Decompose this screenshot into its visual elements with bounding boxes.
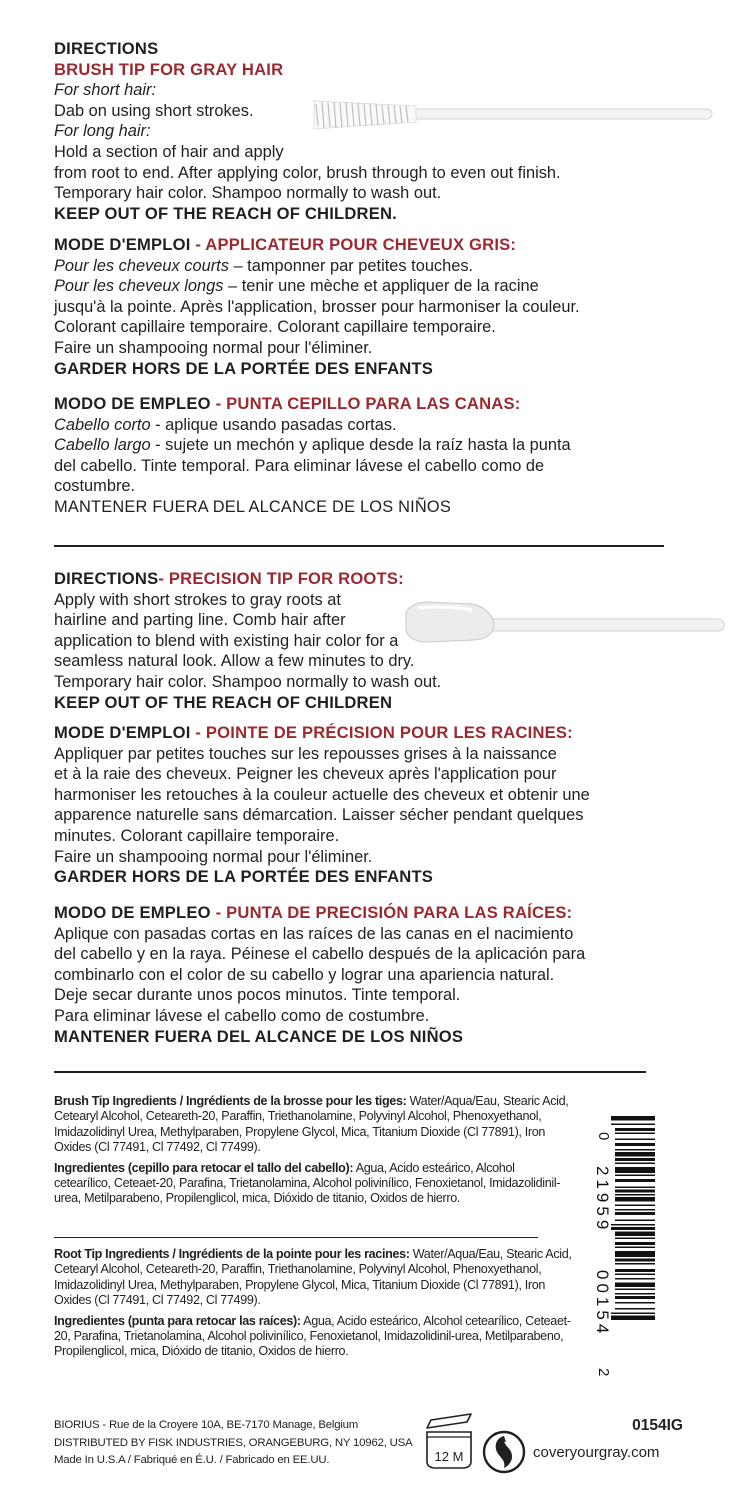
barcode-bar [615, 1293, 655, 1295]
barcode-bar [615, 1133, 655, 1135]
precision-tip-subheading: PRECISION TIP FOR ROOTS: [168, 569, 404, 588]
barcode-bar [615, 1274, 655, 1276]
es-dash: - [210, 394, 227, 413]
es-subheading: PUNTA CEPILLO PARA LAS CANAS: [226, 394, 521, 413]
en-dash-2: - [158, 569, 169, 588]
barcode-bar [615, 1259, 655, 1262]
long-hair-label: For long hair: [54, 122, 151, 141]
barcode-bar [611, 1316, 655, 1321]
barcode-group-2: 00154 [593, 1270, 612, 1338]
precision-line-5: Temporary hair color. Shampoo normally to wash out. [54, 672, 442, 691]
barcode-bar [615, 1175, 655, 1177]
barcode-bar [615, 1263, 655, 1265]
precision-tip-spanish [54, 903, 585, 1047]
fr-subheading: APPLICATEUR POUR CHEVEUX GRIS: [205, 235, 517, 254]
divider-2 [54, 1071, 646, 1073]
es2-line-2: del cabello y en la raya. Péinese el cabello después de la aplicación para [54, 945, 586, 964]
fr-dash: - [190, 235, 206, 254]
brush-ingredients-en [54, 1094, 574, 1156]
fr-dash-2: - [190, 723, 206, 742]
root-ingredients-es [54, 1314, 574, 1360]
barcode-bar [615, 1242, 655, 1245]
barcode-bar [615, 1283, 655, 1288]
barcode-bar [615, 1212, 655, 1215]
barcode-bar [611, 1124, 655, 1126]
precision-line-2: hairline and parting line. Comb hair after [54, 611, 346, 630]
es-long-label: Cabello largo [54, 436, 151, 455]
precision-line-1: Apply with short strokes to gray roots at [54, 590, 341, 609]
fr2-line-1: Appliquer par petites touches sur les repousses grises à la naissance [54, 744, 557, 763]
fr-warning-2: GARDER HORS DE LA PORTÉE DES ENFANTS [54, 867, 434, 887]
barcode-bar [615, 1269, 655, 1272]
long-hair-line-2: from root to end. After applying color, brush through to even out finish. [54, 163, 561, 182]
barcode-bar [615, 1143, 655, 1146]
footer-info [54, 1417, 412, 1470]
barcode-bar [615, 1238, 655, 1240]
es2-line-3: combinarlo con el color de su cabello y lograr una apariencia natural. [54, 965, 555, 984]
barcode-bar [611, 1116, 655, 1121]
fr-line-5: Faire un shampooing normal pour l'éliminer. [54, 338, 373, 357]
es-warning-2: MANTENER FUERA DEL ALCANCE DE LOS NIÑOS [54, 1026, 464, 1046]
divider-1 [54, 545, 664, 547]
website: coveryourgray.com [533, 1444, 660, 1461]
barcode-bar [615, 1152, 655, 1157]
root-ingredients-es-label: Ingredientes (punta para retocar las raíces): [54, 1313, 301, 1328]
es-long-text: - sujete un mechón y aplique desde la raíz hasta la punta [150, 436, 571, 455]
short-hair-text: Dab on using short strokes. [54, 101, 254, 120]
barcode-bar [615, 1232, 655, 1237]
fr-warning: GARDER HORS DE LA PORTÉE DES ENFANTS [54, 358, 434, 378]
fr-long-label: Pour les cheveux longs [54, 277, 224, 296]
barcode-bar [611, 1224, 655, 1226]
brush-ingredients-es [54, 1161, 574, 1207]
divider-3 [54, 1237, 538, 1238]
warning-en: KEEP OUT OF THE REACH OF CHILDREN. [54, 203, 397, 223]
long-hair-line-1: Hold a section of hair and apply [54, 142, 284, 161]
precision-tip-applicator-icon [396, 596, 728, 652]
barcode-bar [615, 1163, 655, 1165]
barcode-bar [615, 1187, 655, 1189]
fr-subheading-2: POINTE DE PRÉCISION POUR LES RACINES: [205, 723, 573, 742]
barcode-bar [615, 1205, 655, 1207]
fr-short-text: – tamponner par petites touches. [228, 256, 474, 275]
barcode-bar [615, 1158, 655, 1161]
es-heading: MODO DE EMPLEO [54, 394, 211, 413]
precision-tip-directions [54, 569, 441, 713]
brush-ingredients-label: Brush Tip Ingredients / Ingrédients de la brosse pour les tiges: [54, 1094, 407, 1108]
brush-ingredients-es-label: Ingredientes (cepillo para retocar el tallo del cabello): [54, 1160, 354, 1175]
barcode-bar [615, 1247, 655, 1249]
precision-line-4: seamless natural look. Allow a few minutes to dry. [54, 652, 415, 671]
warning-en-2: KEEP OUT OF THE REACH OF CHILDREN [54, 692, 393, 712]
barcode-bar [615, 1197, 655, 1202]
address: BIORIUS - Rue de la Croyere 10A, BE-7170 Manage, Belgium [54, 1419, 359, 1431]
precision-tip-french [54, 723, 590, 888]
distributor: DISTRIBUTED BY FISK INDUSTRIES, ORANGEBURG, NY 10962, USA [54, 1436, 413, 1449]
barcode-bar [615, 1179, 655, 1182]
es-short-text: - aplique usando pasadas cortas. [150, 415, 397, 434]
fr-short-label: Pour les cheveux courts [54, 256, 229, 275]
es2-line-1: Aplique con pasadas cortas en las raíces de las canas en el nacimiento [54, 924, 574, 943]
brush-tip-spanish [54, 394, 571, 518]
barcode-bar [615, 1302, 655, 1304]
fr-heading: MODE D'EMPLOI [54, 235, 191, 254]
es-dash-2: - [210, 903, 227, 922]
barcode [591, 1104, 657, 1384]
barcode-bar [615, 1128, 655, 1131]
barcode-bar [615, 1296, 655, 1299]
short-hair-label: For short hair: [54, 81, 157, 100]
made-in: Made In U.S.A / Fabriqué en É.U. / Fabricado en EE.UU. [54, 1454, 330, 1467]
barcode-lead-digit: 0 [595, 1132, 612, 1141]
barcode-bar [615, 1194, 655, 1196]
product-code: 0154IG [632, 1417, 683, 1434]
es2-line-4: Deje secar durante unos pocos minutos. Tinte temporal. [54, 986, 461, 1005]
fr2-line-3: harmoniser les retouches à la couleur actuelle des cheveux et obtenir une [54, 785, 590, 804]
fr-line-3: jusqu'à la pointe. Après l'application, brosser pour harmoniser la couleur. [54, 297, 580, 316]
brush-tip-ingredients [54, 1094, 574, 1207]
directions-heading-2: DIRECTIONS [54, 569, 159, 588]
barcode-bar [611, 1227, 655, 1230]
brush-ingredients-es-text: Agua, Acido esteárico, Alcohol cetearílico, Ceteaet-20, Parafina, Trietanolamina, Alcohol polivinílico, Fenoxietanol, Imidazolidinil-urea, Metilparabeno, Propilenglicol, mica, Dióxido de titanio, Oxidos de hierro. [54, 1160, 561, 1206]
root-ingredients-es-text: Agua, Acido esteárico, Alcohol cetearílico, Ceteaet-20, Parafina, Trietanolamina, Alcohol polivinílico, Fenoxietanol, Imidazolidinil-urea, Metilparabeno, Propilenglicol, mica, Dióxido de titanio, Oxidos de hierro. [54, 1313, 571, 1359]
es-short-label: Cabello corto [54, 415, 151, 434]
es2-line-5: Para eliminar lávese el cabello como de costumbre. [54, 1006, 430, 1025]
es-line-4: costumbre. [54, 477, 136, 496]
barcode-bar [615, 1278, 655, 1280]
barcode-bar [615, 1308, 655, 1310]
barcode-group-1: 21959 [593, 1166, 612, 1234]
fr2-line-5: minutes. Colorant capillaire temporaire. [54, 826, 340, 845]
barcode-check-digit: 2 [595, 1368, 612, 1377]
barcode-bar [615, 1149, 655, 1151]
open-jar-icon [421, 1408, 477, 1474]
barcode-bar [615, 1139, 655, 1141]
barcode-bar [615, 1220, 655, 1222]
fr2-line-2: et à la raie des cheveux. Peigner les cheveux après l'application pour [54, 765, 557, 784]
barcode-bar [615, 1289, 655, 1291]
root-ingredients-text: Water/Aqua/Eau, Stearic Acid, Cetearyl Alcohol, Ceteareth-20, Paraffin, Triethanolamine, Polyvinyl Alcohol, Phenoxyethanol, Imidazolidinyl Urea, Methylparaben, Propylene Glycol, Mica, Titanium Dioxide (Cl 77891), Iron Oxides (Cl 77491, Cl 77492, Cl 77499). [54, 1247, 572, 1308]
barcode-bar [611, 1313, 655, 1315]
fr2-line-4: apparence naturelle sans démarcation. Laisser sécher pendant quelques [54, 806, 584, 825]
barcode-bar [615, 1167, 655, 1173]
es-line-3: del cabello. Tinte temporal. Para eliminar lávese el cabello como de [54, 456, 545, 475]
fr2-line-6: Faire un shampooing normal pour l'éliminer. [54, 847, 373, 866]
root-tip-ingredients [54, 1247, 574, 1360]
es-heading-2: MODO DE EMPLEO [54, 903, 211, 922]
brush-tip-subheading: BRUSH TIP FOR GRAY HAIR [54, 59, 284, 79]
fr-line-4: Colorant capillaire temporaire. Colorant capillaire temporaire. [54, 318, 496, 337]
barcode-bar [615, 1190, 655, 1193]
brush-tip-french [54, 235, 580, 379]
root-ingredients-label: Root Tip Ingredients / Ingrédients de la pointe pour les racines: [54, 1247, 410, 1261]
es-subheading-2: PUNTA DE PRECISIÓN PARA LAS RAÍCES: [226, 903, 573, 922]
brush-applicator-icon [300, 94, 720, 138]
brush-ingredients-text: Water/Aqua/Eau, Stearic Acid, Cetearyl Alcohol, Ceteareth-20, Paraffin, Triethanolamine, Polyvinyl Alcohol, Phenoxyethanol, Imidazolidinyl Urea, Methylparaben, Propylene Glycol, Mica, Titanium Dioxide (Cl 77891), Iron Oxides (Cl 77491, Cl 77492, Cl 77499). [54, 1094, 569, 1155]
es-warning: MANTENER FUERA DEL ALCANCE DE LOS NIÑOS [54, 497, 452, 516]
green-dot-recycle-icon [482, 1430, 526, 1474]
root-ingredients-en [54, 1247, 574, 1309]
precision-line-3: application to blend with existing hair color for a [54, 631, 399, 650]
fr-heading-2: MODE D'EMPLOI [54, 723, 191, 742]
directions-heading: DIRECTIONS [54, 39, 159, 58]
barcode-bar [615, 1209, 655, 1211]
temporary-color-line: Temporary hair color. Shampoo normally to wash out. [54, 184, 442, 203]
pao-label: 12 M [434, 1449, 464, 1464]
fr-long-text: – tenir une mèche et appliquer de la racine [223, 277, 539, 296]
barcode-bar [615, 1251, 655, 1257]
